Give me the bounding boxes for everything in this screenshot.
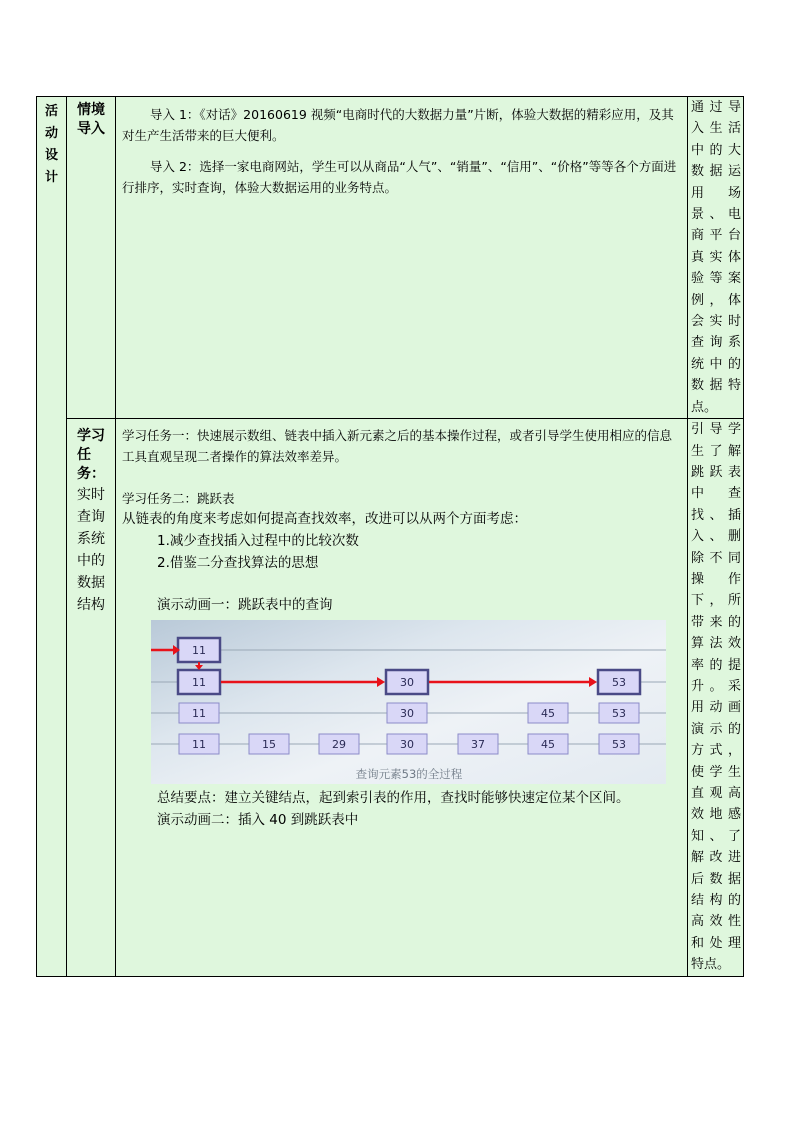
skiplist-node xyxy=(249,734,289,754)
skiplist-node xyxy=(458,734,498,754)
skiplist-node xyxy=(598,670,640,694)
stage-label-intro: 情境导入 xyxy=(77,102,105,137)
activity-design-cell xyxy=(37,97,67,977)
skiplist-node xyxy=(599,703,639,723)
svg-text:53: 53 xyxy=(612,738,626,752)
svg-text:30: 30 xyxy=(400,707,414,721)
task-2-intro: 从链表的角度来考虑如何提高查找效率，改进可以从两个方面考虑： xyxy=(122,511,527,528)
skiplist-node xyxy=(179,734,219,754)
intro-1-text: 导入 1：《对话》20160619 视频“电商时代的大数据力量”片断，体验大数据的精彩应用，及其对生产生活带来的巨大便利。 xyxy=(122,107,674,143)
svg-text:37: 37 xyxy=(471,738,485,752)
skiplist-diagram xyxy=(151,620,666,784)
skiplist-node xyxy=(528,703,568,723)
svg-text:53: 53 xyxy=(612,676,626,690)
svg-text:30: 30 xyxy=(400,676,414,690)
skiplist-animation xyxy=(151,620,666,784)
svg-text:11: 11 xyxy=(192,676,206,690)
skiplist-node xyxy=(386,670,428,694)
note-cell xyxy=(688,97,744,419)
lesson-plan-table xyxy=(36,96,744,977)
intro-2-text: 导入 2：选择一家电商网站，学生可以从商品“人气”、“销量”、“信用”、“价格”等等各个方面进行排序，实时查询，体验大数据运用的业务特点。 xyxy=(122,159,677,195)
stage-label-task: 学习任务： xyxy=(77,428,105,483)
stage-cell xyxy=(67,419,116,977)
animation-caption: 查询元素53的全过程 xyxy=(355,767,463,782)
note-cell xyxy=(688,419,744,977)
activity-design-label: 活动设计 xyxy=(44,104,58,185)
list-item: 1.减少查找插入过程中的比较次数 xyxy=(157,533,359,550)
demo-1-title: 演示动画一：跳跃表中的查询 xyxy=(157,597,333,614)
svg-text:29: 29 xyxy=(332,738,346,752)
skiplist-node xyxy=(528,734,568,754)
svg-text:53: 53 xyxy=(612,707,626,721)
svg-text:30: 30 xyxy=(400,738,414,752)
skiplist-node xyxy=(179,703,219,723)
skiplist-node xyxy=(599,734,639,754)
list-item: 2.借鉴二分查找算法的思想 xyxy=(157,555,319,572)
svg-text:45: 45 xyxy=(541,738,555,752)
table-row xyxy=(37,97,744,419)
task-note: 引导学生了解跳跃表中查找、插入、删除不同操作下，所带来的算法效率的提升。采用动画演示的方式，使学生直观高效地感知、了解改进后数据结构的高效性和处理特点。 xyxy=(691,422,741,973)
skiplist-node xyxy=(319,734,359,754)
stage-label-task-detail: 实时查询系统中的数据结构 xyxy=(77,487,105,614)
task-1-text: 学习任务一：快速展示数组、链表中插入新元素之后的基本操作过程，或者引导学生使用相应的信息工具直观呈现二者操作的算法效率差异。 xyxy=(122,428,673,465)
arrow-head xyxy=(377,677,385,687)
stage-cell xyxy=(67,97,116,419)
content-cell xyxy=(116,97,688,419)
demo-2-title: 演示动画二：插入 40 到跳跃表中 xyxy=(157,812,359,829)
skiplist-node xyxy=(178,638,220,662)
skiplist-node xyxy=(387,703,427,723)
table-row xyxy=(37,419,744,977)
task-2-title: 学习任务二：跳跃表 xyxy=(122,491,235,507)
svg-text:15: 15 xyxy=(262,738,276,752)
svg-text:11: 11 xyxy=(192,707,206,721)
skiplist-node xyxy=(387,734,427,754)
summary-text: 总结要点：建立关键结点，起到索引表的作用，查找时能够快速定位某个区间。 xyxy=(157,790,630,807)
svg-text:11: 11 xyxy=(192,644,206,658)
intro-note: 通过导入生活中的大数据运用场景、电商平台真实体验等案例，体会实时查询系统中的数据特点。 xyxy=(691,100,741,415)
skiplist-node xyxy=(178,670,220,694)
svg-text:45: 45 xyxy=(541,707,555,721)
content-cell xyxy=(116,419,688,977)
arrow-head xyxy=(589,677,597,687)
svg-text:11: 11 xyxy=(192,738,206,752)
